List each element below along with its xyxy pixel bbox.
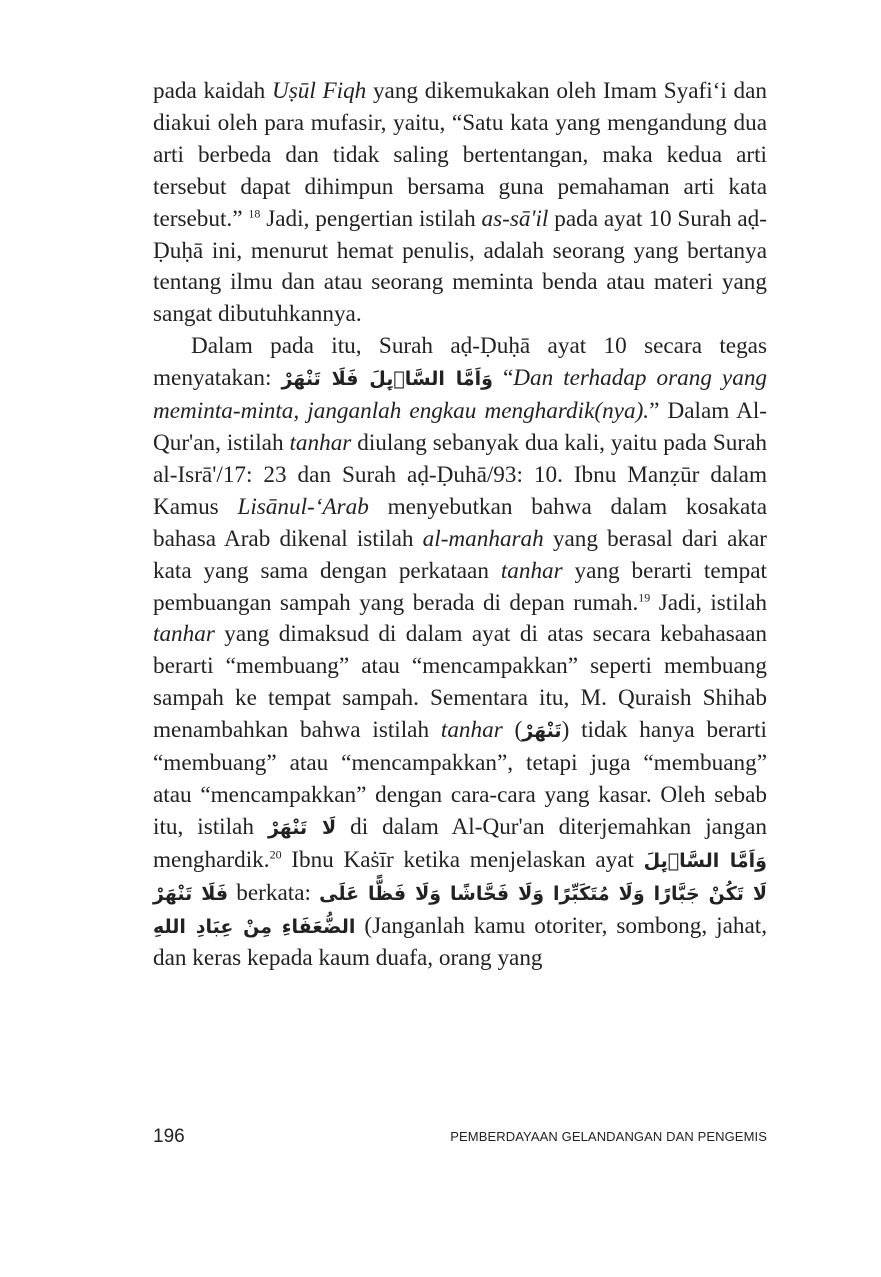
page-number: 196 [153,1126,185,1147]
italic-term: as-sā'il [481,205,549,232]
arabic-quote: لَا تَكُنْ جَبَّارًا وَلَا مُتَكَبِّرًا وَلَا فَحَّاشًا وَلَا فَظًّا عَلَى الضُّعَفَاءِ مِنْ عِبَادِ اللهِ [153,882,768,938]
text: ) tidak hanya berarti “membuang” atau “mencampakkan”, tetapi juga “membuang” atau “mencampakkan” dengan cara-cara yang kasar. Oleh sebab itu, istilah [153,717,767,840]
text: Dalam pada itu, Surah aḍ-Ḍuḥā ayat 10 secara tegas menyatakan: [153,333,767,392]
text: Jadi, istilah [650,589,767,616]
text: ( [502,717,523,744]
italic-term: al-manharah [422,525,544,552]
text: pada ayat 10 Surah aḍ-Ḍuḥā ini, menurut hemat penulis, adalah seorang yang bertanya tentang ilmu dan atau seorang meminta benda atau materi yang sangat dibutuhkannya. [153,205,767,328]
italic-term: tanhar [440,717,503,744]
paragraph-1 [153,76,767,331]
footnote-ref: 20 [269,847,282,862]
footnote-ref: 19 [638,589,651,604]
italic-term: Uṣūl Fiqh [271,78,367,104]
text: menyebutkan bahwa dalam kosakata bahasa Arab dikenal istilah [153,493,767,552]
text: di dalam Al-Qur'an diterjemahkan jangan menghardik. [153,813,767,873]
italic-term: Lisānul-‘Arab [237,493,369,520]
text: Jadi, pengertian istilah [260,205,482,232]
text: ” Dalam Al-Qur'an, istilah [153,398,768,456]
italic-translation: Dan terhadap orang yang meminta-minta, janganlah engkau menghardik(nya). [153,365,768,425]
text: berkata: [228,879,320,906]
running-title: PEMBERDAYAAN GELANDANGAN DAN PENGEMIS [450,1129,767,1144]
text: Ibnu Kaṡīr ketika menjelaskan ayat [281,846,644,873]
arabic-word: تَنْهَرْ [522,720,562,743]
arabic-verse: وَاَمَّا السَّاۤىِٕلَ فَلَا تَنْهَرْ [153,849,767,905]
italic-term: tanhar [153,621,215,648]
paragraph-2 [153,331,767,975]
text: (Janganlah kamu otoriter, sombong, jahat, dan keras kepada kaum duafa, orang yang [153,912,767,972]
page-body [153,76,767,975]
italic-term: tanhar [289,429,352,456]
text: yang dimaksud di dalam ayat di atas secara kebahasaan berarti “membuang” atau “mencampakkan” seperti membuang sampah ke tempat sampah. Sementara itu, M. Quraish Shihab menambahkan bahwa istilah [153,621,767,744]
text: diulang sebanyak dua kali, yaitu pada Surah al-Isrā'/17: 23 dan Surah aḍ-Ḍuhā/93: 10. Ibnu Manẓūr dalam Kamus [153,429,767,520]
arabic-verse: وَاَمَّا السَّاۤىِٕلَ فَلَا تَنْهَرْ [281,368,493,391]
text: “ [492,365,514,392]
text: yang dikemukakan oleh Imam Syafi‘i dan diakui oleh para mufasir, yaitu, “Satu kata yang mengandung dua arti berbeda dan tidak saling bertentangan, maka kedua arti tersebut dapat dihimpun bersama guna pemahaman arti kata tersebut.” [153,78,767,232]
arabic-word: لَا تَنْهَرْ [267,816,337,839]
footnote-ref: 18 [248,205,261,220]
text: yang berarti tempat pembuangan sampah yang berada di depan rumah. [153,557,767,616]
text: pada kaidah [153,78,272,104]
italic-term: tanhar [500,557,563,584]
text: yang berasal dari akar kata yang sama dengan perkataan [153,525,767,584]
